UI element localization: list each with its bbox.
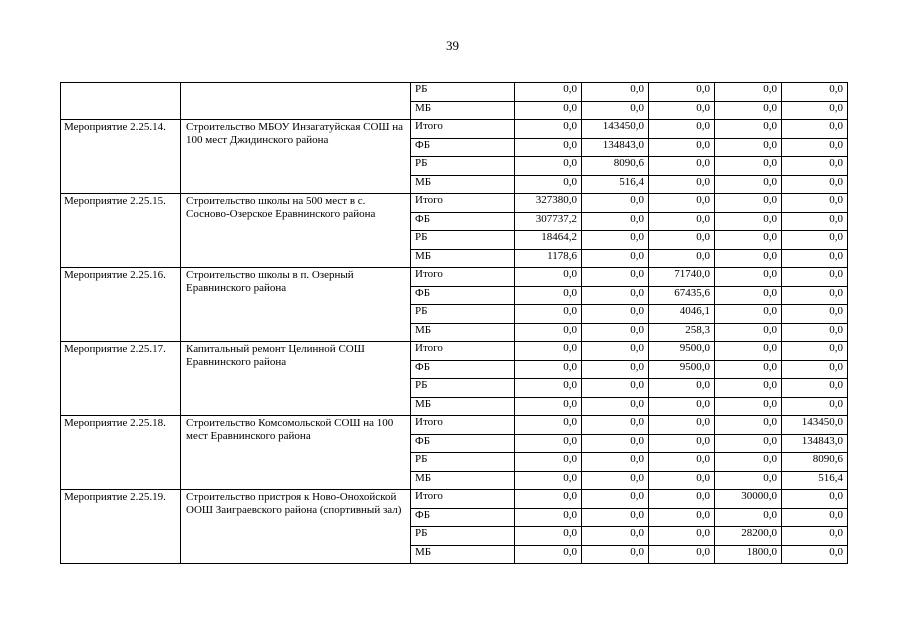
amount-cell: 0,0 xyxy=(515,379,582,398)
amount-cell: 0,0 xyxy=(515,397,582,416)
amount-cell: 0,0 xyxy=(515,527,582,546)
funding-source-cell: РБ xyxy=(411,527,515,546)
funding-source-cell: РБ xyxy=(411,453,515,472)
amount-cell: 0,0 xyxy=(649,231,715,250)
page-number: 39 xyxy=(446,38,459,53)
amount-cell: 0,0 xyxy=(649,120,715,139)
amount-cell: 0,0 xyxy=(649,416,715,435)
amount-cell: 0,0 xyxy=(582,231,649,250)
amount-cell: 0,0 xyxy=(715,175,782,194)
amount-cell: 0,0 xyxy=(715,268,782,287)
amount-cell: 0,0 xyxy=(782,212,848,231)
amount-cell: 0,0 xyxy=(582,249,649,268)
amount-cell: 0,0 xyxy=(782,157,848,176)
amount-cell: 4046,1 xyxy=(649,305,715,324)
amount-cell: 0,0 xyxy=(649,379,715,398)
amount-cell: 143450,0 xyxy=(782,416,848,435)
funding-source-cell: ФБ xyxy=(411,434,515,453)
amount-cell: 0,0 xyxy=(715,286,782,305)
amount-cell: 0,0 xyxy=(515,434,582,453)
amount-cell: 0,0 xyxy=(649,508,715,527)
amount-cell: 0,0 xyxy=(782,508,848,527)
amount-cell: 0,0 xyxy=(515,508,582,527)
amount-cell: 0,0 xyxy=(649,138,715,157)
measure-name-cell: Мероприятие 2.25.18. xyxy=(61,416,181,490)
amount-cell: 0,0 xyxy=(782,286,848,305)
funding-source-cell: Итого xyxy=(411,342,515,361)
funding-source-cell: Итого xyxy=(411,120,515,139)
funding-source-cell: ФБ xyxy=(411,508,515,527)
amount-cell: 0,0 xyxy=(582,490,649,509)
funding-source-cell: МБ xyxy=(411,545,515,564)
funding-source-cell: МБ xyxy=(411,249,515,268)
amount-cell: 0,0 xyxy=(582,416,649,435)
amount-cell: 0,0 xyxy=(515,305,582,324)
amount-cell: 71740,0 xyxy=(649,268,715,287)
amount-cell: 0,0 xyxy=(582,212,649,231)
amount-cell: 9500,0 xyxy=(649,360,715,379)
amount-cell: 0,0 xyxy=(715,360,782,379)
amount-cell: 0,0 xyxy=(782,194,848,213)
funding-source-cell: МБ xyxy=(411,397,515,416)
amount-cell: 0,0 xyxy=(782,138,848,157)
funding-source-cell: ФБ xyxy=(411,212,515,231)
amount-cell: 0,0 xyxy=(782,305,848,324)
amount-cell: 0,0 xyxy=(782,83,848,102)
amount-cell: 0,0 xyxy=(582,397,649,416)
amount-cell: 0,0 xyxy=(649,101,715,120)
funding-source-cell: Итого xyxy=(411,194,515,213)
amount-cell: 0,0 xyxy=(715,397,782,416)
measure-description-cell: Строительство школы на 500 мест в с. Сосново-Озерское Еравнинского района xyxy=(181,194,411,268)
measure-description-cell: Капитальный ремонт Целинной СОШ Еравнинского района xyxy=(181,342,411,416)
amount-cell: 0,0 xyxy=(782,545,848,564)
amount-cell: 0,0 xyxy=(515,157,582,176)
amount-cell: 0,0 xyxy=(715,453,782,472)
funding-source-cell: МБ xyxy=(411,101,515,120)
measure-name-cell: Мероприятие 2.25.19. xyxy=(61,490,181,564)
amount-cell: 0,0 xyxy=(649,527,715,546)
amount-cell: 0,0 xyxy=(515,471,582,490)
amount-cell: 18464,2 xyxy=(515,231,582,250)
amount-cell: 0,0 xyxy=(515,83,582,102)
amount-cell: 0,0 xyxy=(715,416,782,435)
amount-cell: 8090,6 xyxy=(582,157,649,176)
amount-cell: 0,0 xyxy=(715,194,782,213)
amount-cell: 0,0 xyxy=(782,527,848,546)
amount-cell: 0,0 xyxy=(715,305,782,324)
measure-description-cell: Строительство пристроя к Ново-Онохойской ООШ Заиграевского района (спортивный зал) xyxy=(181,490,411,564)
amount-cell: 0,0 xyxy=(782,249,848,268)
amount-cell: 0,0 xyxy=(515,416,582,435)
amount-cell: 0,0 xyxy=(782,397,848,416)
amount-cell: 0,0 xyxy=(782,231,848,250)
amount-cell: 0,0 xyxy=(515,175,582,194)
amount-cell: 0,0 xyxy=(649,249,715,268)
amount-cell: 327380,0 xyxy=(515,194,582,213)
amount-cell: 134843,0 xyxy=(782,434,848,453)
amount-cell: 143450,0 xyxy=(582,120,649,139)
amount-cell: 30000,0 xyxy=(715,490,782,509)
measure-description-cell xyxy=(181,83,411,120)
table-row xyxy=(61,83,848,102)
amount-cell: 0,0 xyxy=(715,212,782,231)
amount-cell: 0,0 xyxy=(715,508,782,527)
amount-cell: 1178,6 xyxy=(515,249,582,268)
measure-description-cell: Строительство Комсомольской СОШ на 100 мест Еравнинского района xyxy=(181,416,411,490)
measure-description-cell: Строительство школы в п. Озерный Еравнинского района xyxy=(181,268,411,342)
amount-cell: 0,0 xyxy=(582,545,649,564)
amount-cell: 0,0 xyxy=(715,379,782,398)
amount-cell: 0,0 xyxy=(582,268,649,287)
amount-cell: 0,0 xyxy=(649,490,715,509)
amount-cell: 0,0 xyxy=(582,194,649,213)
amount-cell: 0,0 xyxy=(649,212,715,231)
amount-cell: 0,0 xyxy=(515,120,582,139)
table-row xyxy=(61,194,848,213)
funding-source-cell: РБ xyxy=(411,83,515,102)
amount-cell: 0,0 xyxy=(582,471,649,490)
amount-cell: 0,0 xyxy=(649,545,715,564)
amount-cell: 0,0 xyxy=(715,434,782,453)
amount-cell: 0,0 xyxy=(649,175,715,194)
amount-cell: 307737,2 xyxy=(515,212,582,231)
amount-cell: 0,0 xyxy=(782,360,848,379)
amount-cell: 0,0 xyxy=(582,379,649,398)
amount-cell: 1800,0 xyxy=(715,545,782,564)
amount-cell: 9500,0 xyxy=(649,342,715,361)
funding-source-cell: ФБ xyxy=(411,286,515,305)
amount-cell: 0,0 xyxy=(515,268,582,287)
table-row xyxy=(61,342,848,361)
amount-cell: 0,0 xyxy=(715,471,782,490)
amount-cell: 0,0 xyxy=(649,83,715,102)
table-row xyxy=(61,490,848,509)
amount-cell: 0,0 xyxy=(515,545,582,564)
amount-cell: 0,0 xyxy=(515,101,582,120)
amount-cell: 0,0 xyxy=(515,453,582,472)
amount-cell: 0,0 xyxy=(582,508,649,527)
amount-cell: 0,0 xyxy=(582,434,649,453)
amount-cell: 67435,6 xyxy=(649,286,715,305)
amount-cell: 0,0 xyxy=(515,323,582,342)
measure-name-cell xyxy=(61,83,181,120)
amount-cell: 0,0 xyxy=(582,286,649,305)
amount-cell: 0,0 xyxy=(582,323,649,342)
funding-source-cell: Итого xyxy=(411,416,515,435)
amount-cell: 0,0 xyxy=(515,342,582,361)
amount-cell: 0,0 xyxy=(715,249,782,268)
amount-cell: 0,0 xyxy=(715,231,782,250)
amount-cell: 0,0 xyxy=(715,101,782,120)
amount-cell: 0,0 xyxy=(582,342,649,361)
amount-cell: 0,0 xyxy=(715,83,782,102)
amount-cell: 0,0 xyxy=(782,323,848,342)
amount-cell: 0,0 xyxy=(782,490,848,509)
amount-cell: 0,0 xyxy=(515,138,582,157)
amount-cell: 0,0 xyxy=(582,83,649,102)
funding-source-cell: РБ xyxy=(411,379,515,398)
amount-cell: 0,0 xyxy=(649,471,715,490)
amount-cell: 516,4 xyxy=(582,175,649,194)
amount-cell: 0,0 xyxy=(715,138,782,157)
amount-cell: 134843,0 xyxy=(582,138,649,157)
measure-name-cell: Мероприятие 2.25.16. xyxy=(61,268,181,342)
amount-cell: 0,0 xyxy=(515,286,582,305)
amount-cell: 0,0 xyxy=(515,360,582,379)
amount-cell: 0,0 xyxy=(782,101,848,120)
amount-cell: 0,0 xyxy=(582,453,649,472)
amount-cell: 0,0 xyxy=(782,175,848,194)
amount-cell: 0,0 xyxy=(649,434,715,453)
funding-source-cell: РБ xyxy=(411,157,515,176)
amount-cell: 0,0 xyxy=(782,379,848,398)
funding-source-cell: ФБ xyxy=(411,360,515,379)
amount-cell: 0,0 xyxy=(582,305,649,324)
amount-cell: 258,3 xyxy=(649,323,715,342)
measure-description-cell: Строительство МБОУ Инзагатуйская СОШ на 100 мест Джидинского района xyxy=(181,120,411,194)
amount-cell: 0,0 xyxy=(715,157,782,176)
table-row xyxy=(61,268,848,287)
funding-source-cell: МБ xyxy=(411,175,515,194)
measure-name-cell: Мероприятие 2.25.15. xyxy=(61,194,181,268)
table-row xyxy=(61,120,848,139)
funding-source-cell: МБ xyxy=(411,471,515,490)
amount-cell: 0,0 xyxy=(649,194,715,213)
amount-cell: 0,0 xyxy=(715,342,782,361)
amount-cell: 0,0 xyxy=(649,397,715,416)
funding-source-cell: Итого xyxy=(411,490,515,509)
amount-cell: 0,0 xyxy=(582,101,649,120)
amount-cell: 0,0 xyxy=(515,490,582,509)
amount-cell: 28200,0 xyxy=(715,527,782,546)
funding-source-cell: ФБ xyxy=(411,138,515,157)
amount-cell: 0,0 xyxy=(782,120,848,139)
measure-name-cell: Мероприятие 2.25.17. xyxy=(61,342,181,416)
measure-name-cell: Мероприятие 2.25.14. xyxy=(61,120,181,194)
funding-source-cell: МБ xyxy=(411,323,515,342)
table-row xyxy=(61,416,848,435)
amount-cell: 0,0 xyxy=(782,342,848,361)
amount-cell: 0,0 xyxy=(649,157,715,176)
amount-cell: 0,0 xyxy=(715,120,782,139)
amount-cell: 0,0 xyxy=(649,453,715,472)
amount-cell: 0,0 xyxy=(715,323,782,342)
amount-cell: 0,0 xyxy=(582,527,649,546)
amount-cell: 0,0 xyxy=(782,268,848,287)
amount-cell: 8090,6 xyxy=(782,453,848,472)
funding-source-cell: РБ xyxy=(411,305,515,324)
funding-source-cell: РБ xyxy=(411,231,515,250)
amount-cell: 516,4 xyxy=(782,471,848,490)
amount-cell: 0,0 xyxy=(582,360,649,379)
budget-table xyxy=(60,82,848,564)
funding-source-cell: Итого xyxy=(411,268,515,287)
